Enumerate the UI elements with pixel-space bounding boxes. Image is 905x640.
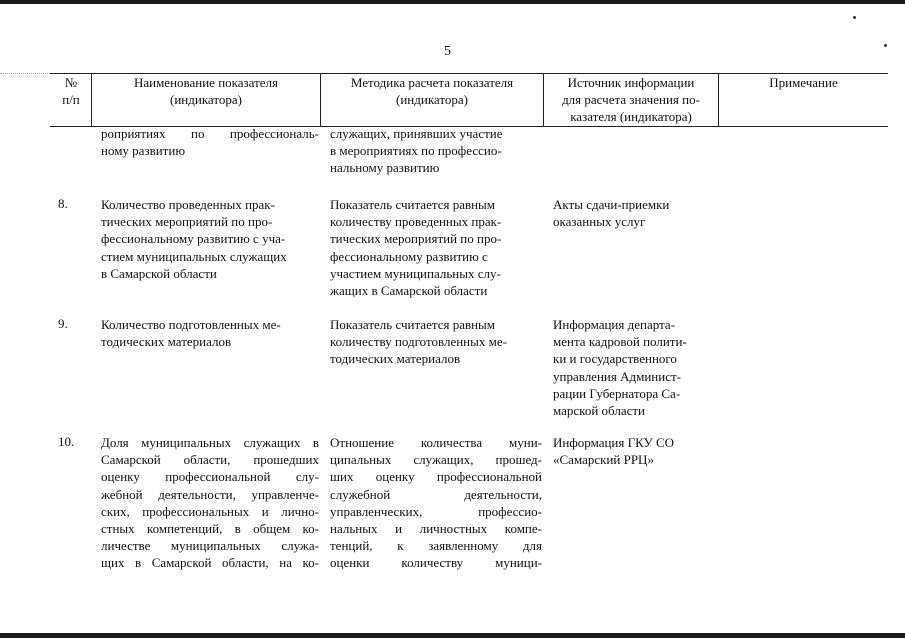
text-line: тенций, к заявленному для	[330, 538, 542, 554]
row-continued-method	[330, 125, 540, 177]
text-line: щих в Самарской области, на ко-	[101, 555, 319, 571]
text-line: ки и государственного	[553, 351, 677, 367]
scan-top-border	[0, 0, 905, 4]
row-method	[330, 196, 542, 299]
header-line: (индикатора)	[396, 92, 468, 107]
header-line: (индикатора)	[170, 92, 242, 107]
row-name	[101, 316, 319, 350]
page-number: 5	[444, 44, 451, 59]
text-line: служащих, принявших участие	[330, 126, 503, 141]
text-line: рации Губернатора Са-	[553, 385, 681, 401]
text-line: ших оценку профессиональной	[330, 469, 542, 485]
text-line: Доля муниципальных служащих в	[101, 435, 319, 450]
header-line: для расчета значения по-	[562, 92, 700, 107]
header-line: Наименование показателя	[133, 75, 279, 90]
text-line: управления Админист-	[553, 368, 681, 384]
text-line: фессиональному развитию с уча-	[101, 231, 286, 247]
text-line: тических мероприятий по про-	[330, 231, 502, 247]
text-line: Количество подготовленных ме-	[101, 317, 281, 332]
text-line: тических мероприятий по про-	[101, 214, 273, 230]
header-line: Методика расчета показателя	[350, 75, 514, 90]
text-line: жебной деятельности, управленче-	[101, 486, 319, 502]
text-line: Информация ГКУ СО	[553, 435, 675, 450]
header-line: №	[64, 75, 78, 90]
text-line: нальному развитию	[330, 160, 440, 176]
text-line: оценки количеству муници-	[330, 555, 542, 571]
text-line: Информация департа-	[553, 317, 676, 332]
text-line: Показатель считается равным	[330, 197, 496, 212]
text-line: количеству подготовленных ме-	[330, 334, 507, 350]
text-line: Акты сдачи-приемки	[553, 197, 670, 212]
text-line: управленческих, профессио-	[330, 503, 542, 519]
row-number: 9.	[58, 316, 68, 331]
text-line: фессиональному развитию с	[330, 248, 488, 264]
scan-bottom-border	[0, 633, 905, 638]
text-line: оценку профессиональной слу-	[101, 469, 319, 485]
text-line: Отношение количества муни-	[330, 435, 542, 450]
row-name	[101, 434, 319, 572]
scan-speck	[853, 16, 856, 19]
header-col-name	[92, 74, 320, 108]
text-line: участием муниципальных слу-	[330, 265, 501, 281]
row-number: 10.	[58, 434, 75, 449]
row-name	[101, 196, 319, 282]
row-number: 8.	[58, 196, 68, 211]
header-col-source	[544, 74, 718, 125]
text-line: стных компетенций, в общем ко-	[101, 521, 319, 537]
text-line: нальных и личностных компе-	[330, 521, 542, 537]
text-line: Показатель считается равным	[330, 317, 496, 332]
text-line: «Самарский РРЦ»	[553, 452, 654, 468]
header-line: казателя (индикатора)	[570, 109, 692, 124]
row-method	[330, 316, 542, 368]
text-line: оказанных услуг	[553, 214, 646, 230]
text-line: ских, профессиональных и лично-	[101, 503, 319, 519]
row-source	[553, 196, 718, 230]
text-line: ципальных служащих, прошед-	[330, 452, 542, 468]
text-line: марской области	[553, 403, 645, 419]
text-line: Самарской области, прошедших	[101, 452, 319, 468]
text-line: тодических материалов	[330, 351, 461, 367]
text-line: роприятиях по профессиональ-	[101, 126, 319, 141]
header-line: Примечание	[769, 75, 838, 90]
text-line: тодических материалов	[101, 334, 232, 350]
text-line: мента кадровой полити-	[553, 334, 687, 350]
header-col-note	[719, 74, 888, 91]
header-line: Источник информации	[567, 75, 695, 90]
header-line: п/п	[62, 92, 80, 107]
text-line: в Самарской области	[101, 265, 217, 281]
text-line: ному развитию	[101, 143, 186, 159]
row-method	[330, 434, 542, 572]
text-line: служебной деятельности,	[330, 486, 542, 502]
header-col-number	[52, 74, 90, 108]
text-line: жащих в Самарской области	[330, 283, 488, 299]
row-source	[553, 316, 718, 419]
scan-speck	[884, 44, 887, 47]
row-source	[553, 434, 718, 468]
text-line: Количество проведенных прак-	[101, 197, 275, 212]
text-line: личестве муниципальных служа-	[101, 538, 319, 554]
scan-dotted-line	[0, 73, 50, 74]
text-line: в мероприятиях по профессио-	[330, 143, 502, 159]
text-line: количеству проведенных прак-	[330, 214, 502, 230]
header-col-method	[321, 74, 543, 108]
row-continued-name	[101, 125, 319, 159]
text-line: стием муниципальных служащих	[101, 248, 287, 264]
